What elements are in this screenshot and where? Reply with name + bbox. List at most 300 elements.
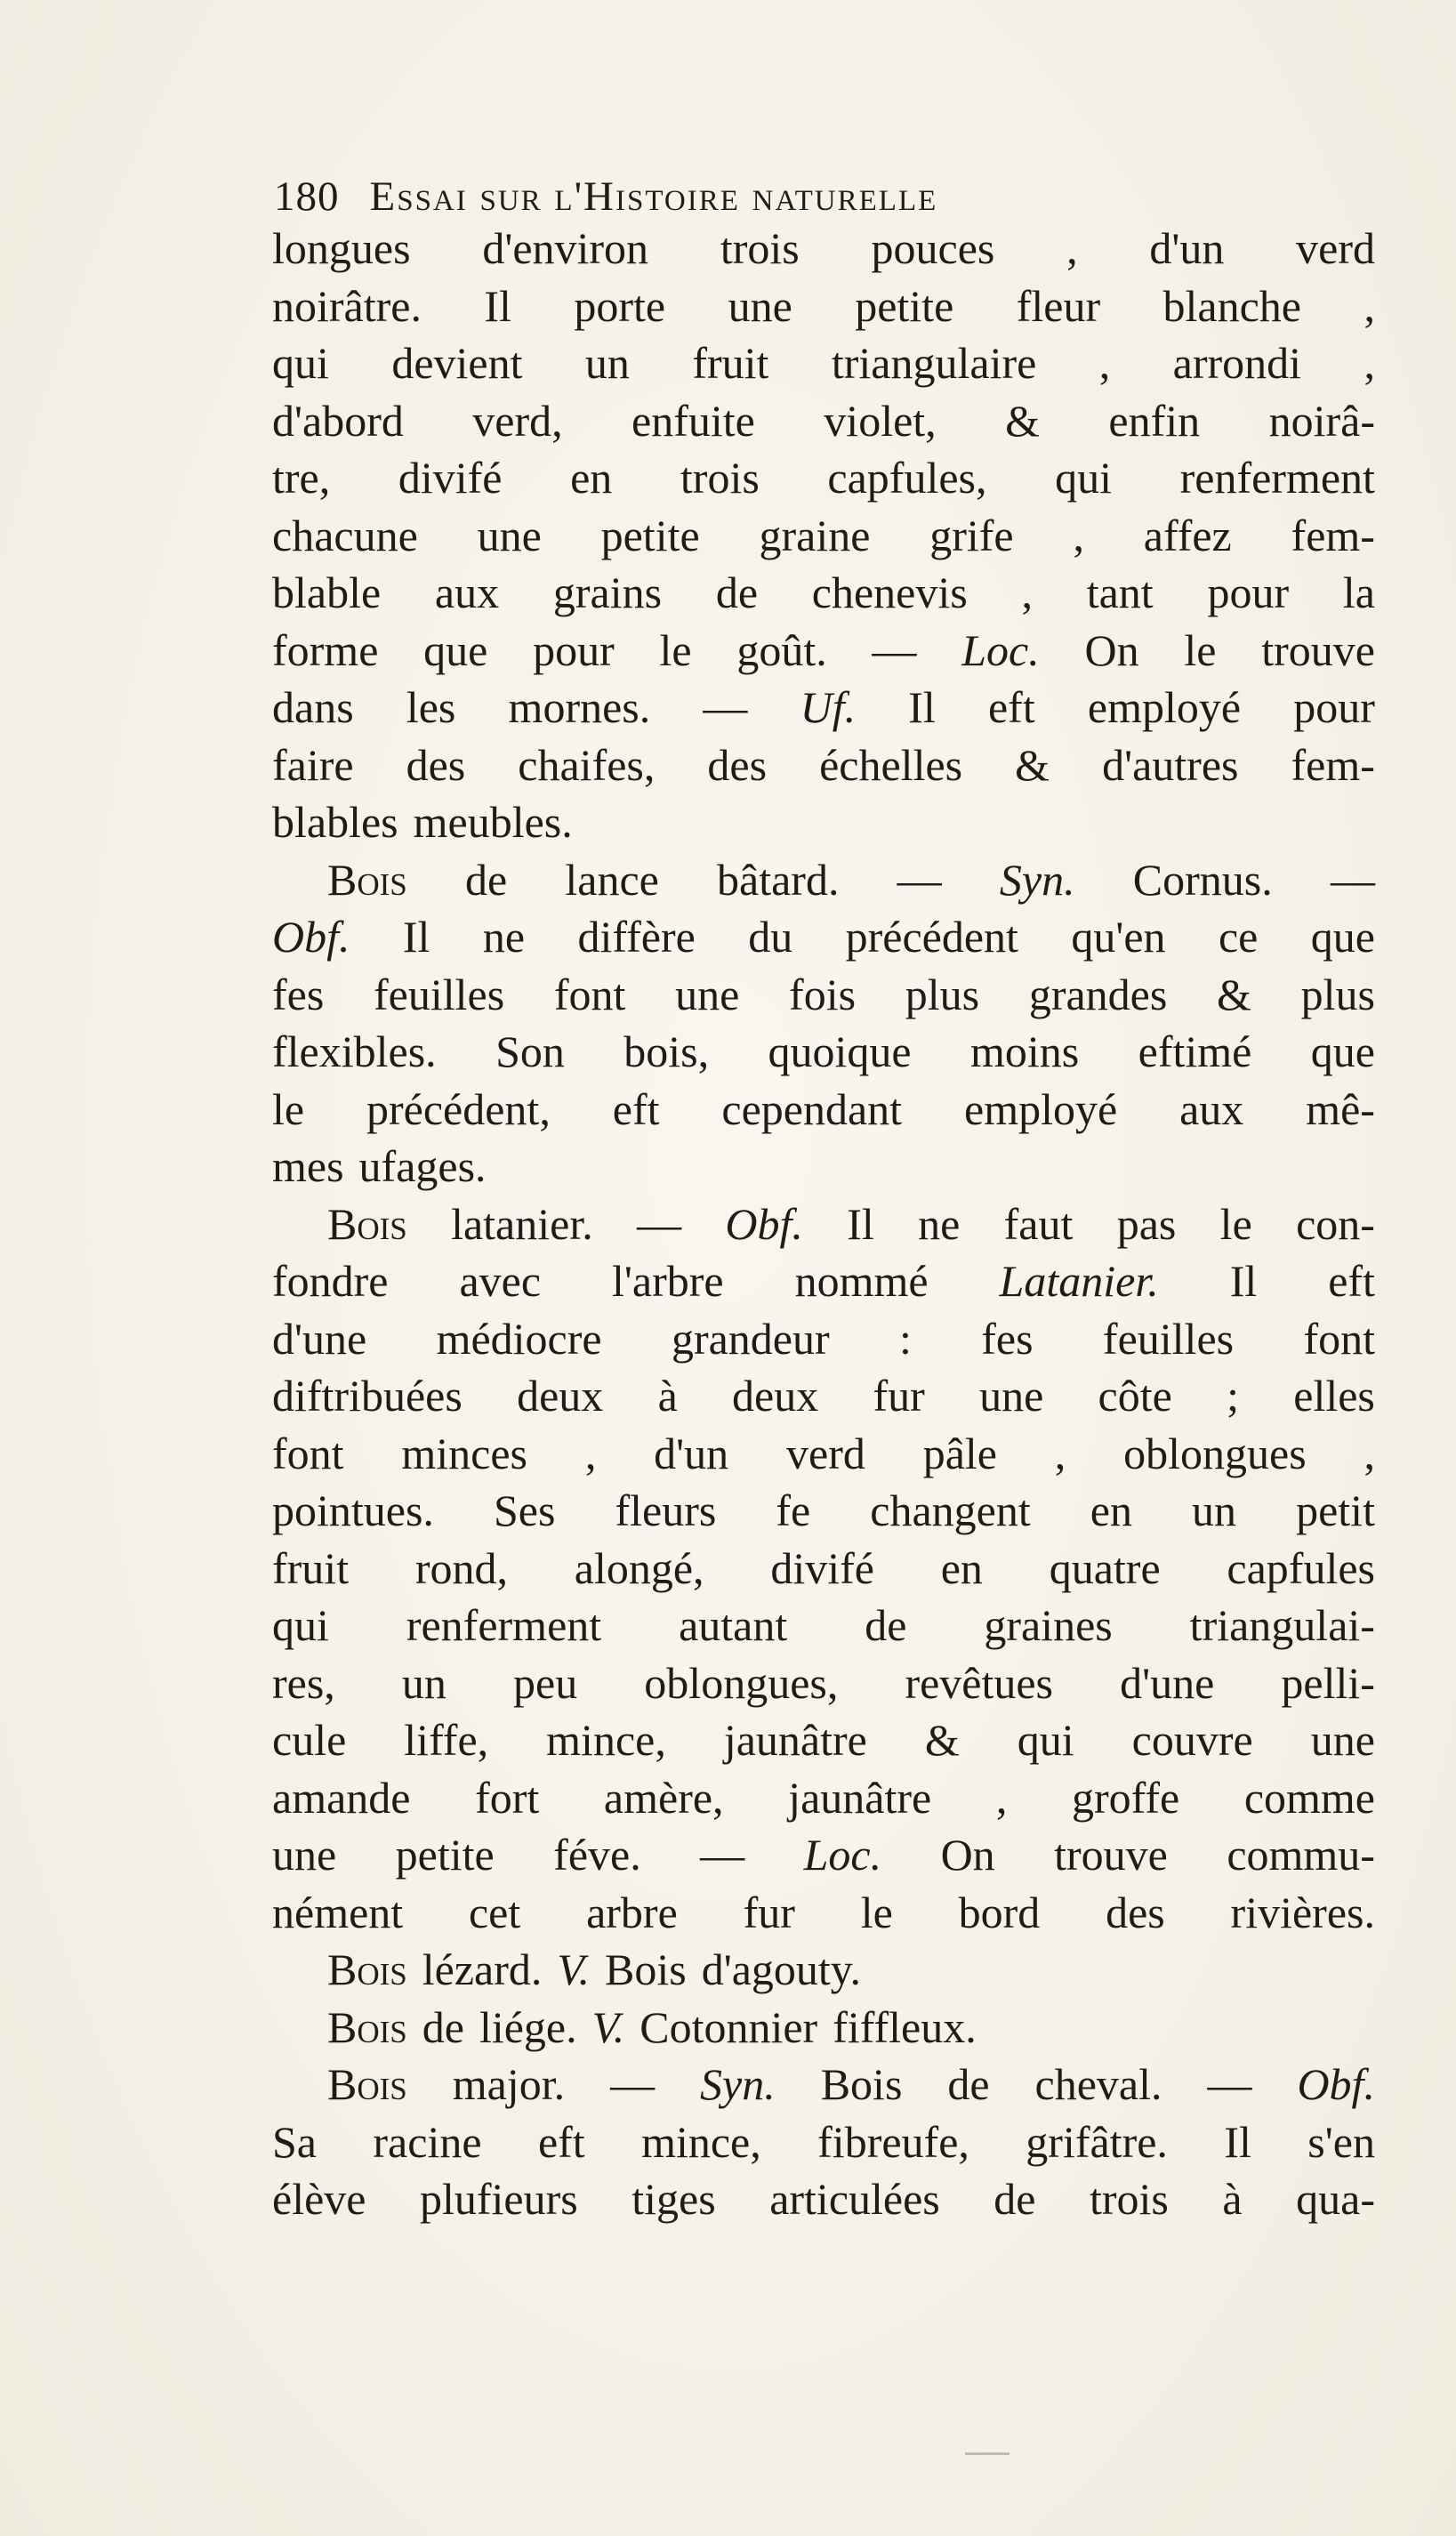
word: Son <box>495 1026 565 1076</box>
word: & <box>1217 969 1251 1019</box>
word: ; <box>1227 1371 1239 1421</box>
word: — <box>1330 854 1375 905</box>
word: de <box>865 1600 907 1650</box>
word: une <box>979 1371 1044 1421</box>
word: Syn. <box>999 854 1075 905</box>
word: petite <box>395 1830 495 1880</box>
word: latanier. <box>451 1198 593 1249</box>
word: tant <box>1086 568 1154 617</box>
word: des <box>707 739 768 790</box>
text-line <box>272 507 1375 565</box>
word: racine <box>373 2116 482 2167</box>
word: pour <box>533 624 615 675</box>
word: fort <box>475 1772 540 1823</box>
word: revêtues <box>905 1657 1054 1708</box>
text-line <box>272 737 1375 794</box>
word: blables <box>272 797 398 847</box>
word: — <box>700 1830 745 1880</box>
word: élève <box>272 2174 366 2224</box>
word: que <box>1310 1026 1375 1076</box>
word: ufages. <box>358 1141 487 1191</box>
word: d'un <box>1149 223 1225 273</box>
word: du <box>748 912 793 962</box>
word: diftribuées <box>272 1371 463 1421</box>
word: pelli- <box>1281 1657 1375 1708</box>
text-line <box>272 1482 1375 1540</box>
word: amère, <box>603 1772 724 1823</box>
word: feuilles <box>1102 1313 1235 1364</box>
word: petit <box>1296 1485 1375 1535</box>
word: arrondi <box>1172 338 1302 388</box>
word: alongé, <box>574 1542 704 1593</box>
word: mê- <box>1306 1083 1375 1134</box>
word: trois <box>720 223 800 273</box>
word: & <box>1015 739 1050 790</box>
word: le <box>659 624 692 675</box>
word: Bois <box>604 1944 687 1994</box>
word: trouve <box>1054 1830 1168 1880</box>
word: de <box>993 2174 1036 2224</box>
word: aux <box>434 568 500 617</box>
text-line <box>272 2170 1375 2228</box>
word: Obf. <box>1297 2059 1375 2109</box>
word: fur <box>743 1887 795 1937</box>
text-line <box>272 392 1375 450</box>
word: oblongues <box>1123 1428 1307 1478</box>
word: liffe, <box>404 1715 489 1765</box>
word: divifé <box>770 1542 874 1593</box>
word: le <box>1184 624 1217 675</box>
word: mince, <box>641 2116 761 2167</box>
word: fruit <box>272 1542 350 1593</box>
word: de <box>715 568 759 617</box>
word: quatre <box>1049 1542 1161 1593</box>
word: capfules <box>1227 1542 1375 1593</box>
word: en <box>1090 1485 1132 1535</box>
word: liége. <box>479 2001 577 2052</box>
word: Bois <box>327 1944 407 1994</box>
word: d'une <box>1120 1657 1215 1708</box>
word: une <box>477 510 542 560</box>
word: porte <box>574 280 666 331</box>
word: d'une <box>272 1313 367 1364</box>
word: Cornus. <box>1132 854 1273 905</box>
word: petite <box>600 510 700 560</box>
word: d'un <box>654 1428 729 1478</box>
word: de <box>464 854 508 905</box>
text-line <box>272 1367 1375 1425</box>
word: couvre <box>1131 1715 1253 1765</box>
text-line <box>272 1769 1375 1827</box>
word: verd <box>786 1428 865 1478</box>
word: plus <box>1300 969 1375 1019</box>
page-header <box>274 165 1386 228</box>
word: ne <box>918 1198 961 1249</box>
word: Sa <box>272 2116 317 2167</box>
word: le <box>272 1083 305 1134</box>
word: fes <box>272 969 325 1019</box>
word: qui <box>1017 1715 1074 1765</box>
word: pas <box>1116 1198 1177 1249</box>
word: flexibles. <box>272 1026 437 1076</box>
word: côte <box>1098 1371 1172 1421</box>
text-line <box>272 278 1375 335</box>
word: nommé <box>794 1256 929 1306</box>
word: aux <box>1179 1083 1244 1134</box>
word: trouve <box>1261 624 1375 675</box>
text-line <box>272 1884 1375 1942</box>
word: bord <box>958 1887 1041 1937</box>
word: blanche <box>1162 280 1301 331</box>
word: , <box>1066 223 1078 273</box>
word: une <box>728 280 792 331</box>
word: rivières. <box>1230 1887 1375 1937</box>
word: autant <box>679 1600 788 1650</box>
word: tre, <box>272 453 331 503</box>
text-line <box>272 1252 1375 1310</box>
word: — <box>897 854 942 905</box>
text-line <box>272 1654 1375 1712</box>
word: elles <box>1293 1371 1375 1421</box>
word: enfin <box>1108 395 1201 446</box>
word: grife <box>929 510 1014 560</box>
word: trois <box>1089 2174 1169 2224</box>
word: grifâtre. <box>1026 2116 1168 2167</box>
word: bois, <box>623 1026 710 1076</box>
word: l'arbre <box>612 1256 724 1306</box>
word: cheval. <box>1034 2059 1162 2109</box>
word: féve. <box>553 1830 641 1880</box>
word: Syn. <box>700 2059 776 2109</box>
text-line <box>272 334 1375 392</box>
word: fibreufe, <box>817 2116 969 2167</box>
word: fleurs <box>615 1485 717 1535</box>
decorative-rule <box>965 2452 1010 2455</box>
word: ne <box>482 912 526 962</box>
word: longues <box>272 223 411 273</box>
running-title: Essai sur l'Histoire naturelle <box>369 173 938 220</box>
word: que <box>423 624 488 675</box>
word: chacune <box>272 510 418 560</box>
word: dans <box>272 682 354 732</box>
word: deux <box>732 1371 819 1421</box>
word: arbre <box>586 1887 678 1937</box>
word: Cotonnier <box>640 2001 818 2052</box>
text-line <box>272 679 1375 737</box>
text-line <box>272 622 1375 680</box>
word: noirâtre. <box>272 280 422 331</box>
word: lance <box>565 854 659 905</box>
word: Il <box>847 1198 874 1249</box>
word: , <box>1021 568 1033 617</box>
word: eft <box>1328 1256 1375 1306</box>
word: oblongues, <box>644 1657 839 1708</box>
text-line <box>272 966 1375 1024</box>
word: Il <box>1224 2116 1251 2167</box>
word: : <box>898 1313 912 1364</box>
word: deux <box>517 1371 604 1421</box>
word: pointues. <box>272 1485 434 1535</box>
word: & <box>1005 395 1040 446</box>
word: Il <box>484 280 511 331</box>
word: qui <box>1055 453 1113 503</box>
word: précédent <box>845 912 1018 962</box>
word: articulées <box>769 2174 940 2224</box>
word: eft <box>537 2116 585 2167</box>
word: de <box>947 2059 990 2109</box>
word: feuilles <box>374 969 505 1019</box>
word: ce <box>1218 912 1259 962</box>
word: Loc. <box>803 1830 882 1880</box>
word: qua- <box>1296 2174 1375 2224</box>
word: plus <box>905 969 980 1019</box>
word: triangulaire <box>831 338 1037 388</box>
word: groffe <box>1071 1772 1180 1823</box>
word: enfuite <box>631 395 755 446</box>
word: Bois <box>327 2059 407 2109</box>
word: devient <box>391 338 523 388</box>
word: Bois <box>820 2059 903 2109</box>
word: bâtard. <box>717 854 840 905</box>
word: eft <box>612 1083 660 1134</box>
word: fois <box>789 969 857 1019</box>
word: & <box>924 1715 960 1765</box>
word: chenevis <box>811 568 968 617</box>
word: Il <box>1229 1256 1258 1306</box>
word: forme <box>272 624 379 675</box>
word: les <box>406 682 456 732</box>
text-line <box>272 1081 1375 1139</box>
text-line <box>272 1540 1375 1598</box>
word: un <box>584 338 630 388</box>
text-line <box>272 1425 1375 1483</box>
word: On <box>1084 624 1139 675</box>
word: jaunâtre <box>723 1715 867 1765</box>
word: On <box>940 1830 995 1880</box>
word: Uf. <box>800 682 857 732</box>
text-line <box>272 220 1375 278</box>
word: pour <box>1293 682 1375 732</box>
word: Il <box>908 682 936 732</box>
text-line <box>272 1826 1375 1884</box>
word: , <box>584 1428 597 1478</box>
word: eftimé <box>1138 1026 1252 1076</box>
word: d'agouty. <box>701 1944 862 1994</box>
word: grandes <box>1028 969 1168 1019</box>
text-line <box>272 793 1375 851</box>
page-number: 180 <box>274 173 340 220</box>
word: tiges <box>631 2174 716 2224</box>
word: fur <box>873 1371 925 1421</box>
word: pour <box>1207 568 1290 617</box>
word: grains <box>552 568 663 617</box>
word: Bois <box>327 1198 407 1249</box>
word: un <box>401 1657 446 1708</box>
word: jaunâtre <box>788 1772 932 1823</box>
text-line <box>272 1023 1375 1081</box>
word: de <box>422 2001 464 2052</box>
word: capfules, <box>827 453 987 503</box>
word: fes <box>981 1313 1034 1364</box>
word: fondre <box>272 1256 389 1306</box>
word: triangulai- <box>1189 1600 1375 1650</box>
word: verd <box>1296 223 1375 273</box>
word: fruit <box>692 338 769 388</box>
word: fleur <box>1016 280 1101 331</box>
text-line <box>272 449 1375 507</box>
text-line <box>272 908 1375 966</box>
word: amande <box>272 1772 411 1823</box>
text-line <box>272 2113 1375 2171</box>
text-line <box>272 1711 1375 1769</box>
word: employé <box>1087 682 1242 732</box>
word: divifé <box>398 453 503 503</box>
word: meubles. <box>413 797 573 847</box>
word: qui <box>272 1600 329 1650</box>
word: une <box>1310 1715 1375 1765</box>
word: — <box>1207 2059 1252 2109</box>
word: peu <box>513 1657 578 1708</box>
word: mornes. <box>508 682 651 732</box>
word: pouces <box>871 223 995 273</box>
word: , <box>1363 280 1375 331</box>
text-line <box>272 1941 1375 1999</box>
word: en <box>570 453 613 503</box>
word: blable <box>272 568 382 617</box>
word: que <box>1310 912 1375 962</box>
body-text <box>272 220 1375 2228</box>
word: fiffleux. <box>833 2001 977 2052</box>
word: Il <box>402 912 430 962</box>
word: mince, <box>546 1715 666 1765</box>
word: pâle <box>922 1428 997 1478</box>
word: noirâ- <box>1268 395 1375 446</box>
word: qu'en <box>1071 912 1166 962</box>
word: d'abord <box>272 395 404 446</box>
word: — <box>637 1198 682 1249</box>
word: mes <box>272 1141 344 1191</box>
word: diffère <box>577 912 696 962</box>
word: faire <box>272 739 354 790</box>
word: minces <box>401 1428 528 1478</box>
text-line <box>272 1597 1375 1654</box>
text-line <box>272 1196 1375 1253</box>
word: res, <box>272 1657 335 1708</box>
word: goût. <box>736 624 827 675</box>
word: d'environ <box>482 223 649 273</box>
word: Obf. <box>725 1198 803 1249</box>
word: Obf. <box>272 912 350 962</box>
text-line <box>272 2056 1375 2113</box>
word: faut <box>1003 1198 1074 1249</box>
word: , <box>1363 1428 1375 1478</box>
word: grandeur <box>671 1313 830 1364</box>
text-line <box>272 1999 1375 2057</box>
word: , <box>1054 1428 1066 1478</box>
word: comme <box>1243 1772 1375 1823</box>
word: commu- <box>1227 1830 1375 1880</box>
word: renferment <box>1179 453 1375 503</box>
word: lézard. <box>422 1944 543 1994</box>
word: des <box>406 739 466 790</box>
word: verd, <box>472 395 563 446</box>
word: à <box>1222 2174 1243 2224</box>
word: employé <box>964 1083 1118 1134</box>
word: con- <box>1296 1198 1375 1249</box>
word: quoique <box>768 1026 912 1076</box>
word: cet <box>468 1887 521 1937</box>
word: le <box>1219 1198 1252 1249</box>
word: à <box>657 1371 678 1421</box>
word: major. <box>452 2059 566 2109</box>
word: petite <box>855 280 954 331</box>
word: Latanier. <box>999 1256 1159 1306</box>
text-line <box>272 1310 1375 1368</box>
word: — <box>872 624 917 675</box>
word: nément <box>272 1887 404 1937</box>
word: , <box>1073 510 1084 560</box>
word: V. <box>557 1944 590 1994</box>
word: graines <box>984 1600 1113 1650</box>
word: V. <box>591 2001 625 2052</box>
word: affez <box>1143 510 1232 560</box>
word: une <box>272 1830 337 1880</box>
word: moins <box>970 1026 1080 1076</box>
word: cule <box>272 1715 347 1765</box>
word: fem- <box>1291 739 1375 790</box>
word: fem- <box>1291 510 1375 560</box>
word: cependant <box>721 1083 903 1134</box>
word: plufieurs <box>419 2174 578 2224</box>
word: violet, <box>824 395 937 446</box>
word: s'en <box>1307 2116 1375 2167</box>
word: , <box>995 1772 1008 1823</box>
word: qui <box>272 338 329 388</box>
word: fe <box>776 1485 811 1535</box>
word: font <box>553 969 626 1019</box>
word: Bois <box>327 854 407 905</box>
word: le <box>860 1887 893 1937</box>
word: Loc. <box>961 624 1040 675</box>
text-line <box>272 1138 1375 1196</box>
word: précédent, <box>366 1083 551 1134</box>
word: changent <box>870 1485 1031 1535</box>
word: font <box>1303 1313 1375 1364</box>
word: , <box>1363 338 1375 388</box>
text-line <box>272 851 1375 909</box>
word: Ses <box>493 1485 556 1535</box>
word: une <box>675 969 740 1019</box>
word: échelles <box>819 739 963 790</box>
word: graine <box>759 510 871 560</box>
word: la <box>1342 568 1375 617</box>
word: — <box>703 682 748 732</box>
word: un <box>1192 1485 1237 1535</box>
word: avec <box>459 1256 542 1306</box>
word: chaifes, <box>518 739 656 790</box>
word: trois <box>680 453 760 503</box>
word: — <box>610 2059 656 2109</box>
word: , <box>1098 338 1111 388</box>
word: rond, <box>414 1542 509 1593</box>
word: médiocre <box>436 1313 602 1364</box>
word: d'autres <box>1102 739 1239 790</box>
word: renferment <box>406 1600 602 1650</box>
word: des <box>1106 1887 1165 1937</box>
text-line <box>272 564 1375 622</box>
word: Bois <box>327 2001 407 2052</box>
word: eft <box>987 682 1035 732</box>
